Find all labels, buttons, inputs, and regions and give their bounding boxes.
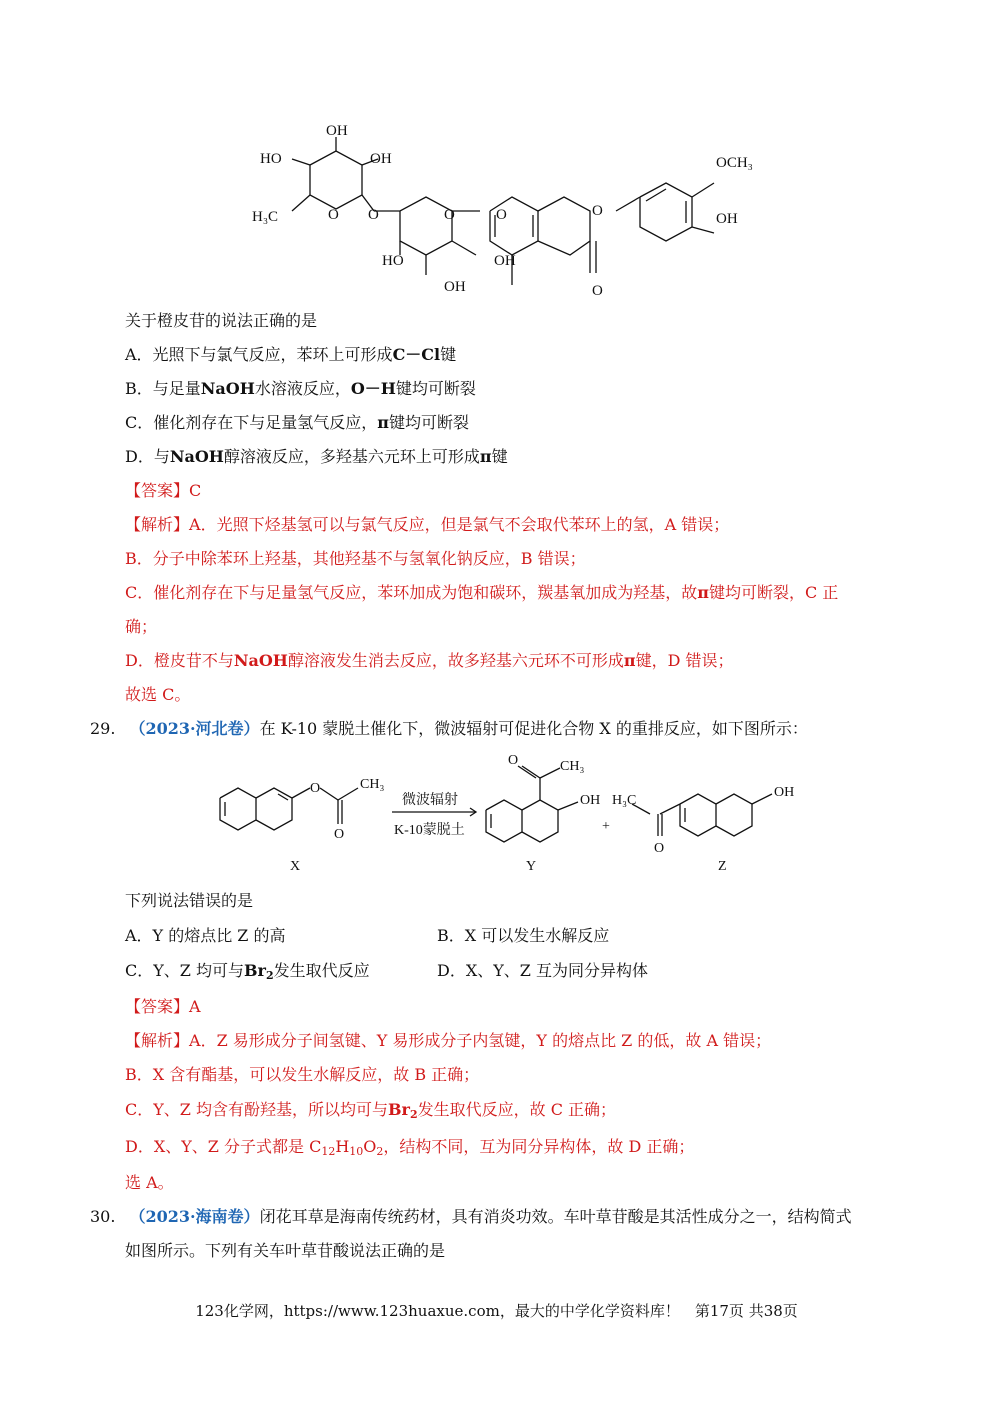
q28-option-a: A．光照下与氯气反应，苯环上可形成C－Cl键 [125,345,457,364]
q29-option-a: A．Y 的熔点比 Z 的高 [125,926,286,945]
plus-sign: + [602,819,610,834]
fig1-label: OH [370,151,392,167]
q29-answer: 【答案】A [125,997,201,1016]
q28-answer: 【答案】C [125,481,202,500]
page-footer: 123化学网，https://www.123huaxue.com，最大的中学化学资料库！ 第17页 共38页 [195,1302,798,1320]
q28-analysis-c: C．催化剂存在下与足量氢气反应，苯环加成为饱和碳环，羰基氧加成为羟基，故π键均可断裂，C 正 [125,583,839,602]
fig1-label: OH [494,253,516,269]
q29-reaction-scheme [200,748,820,878]
fig1-label: O [328,207,339,223]
fig1-label: H₃C [252,209,279,225]
z-oh: OH [774,785,795,800]
q28-conclusion: 故选 C。 [125,685,191,704]
q30-stem-line2: 如图所示。下列有关车叶草苷酸说法正确的是 [125,1241,446,1260]
fig1-label: O [496,207,507,223]
z-h3c: H₃C [612,793,637,808]
x-o2: O [334,827,345,842]
q28-option-b: B．与足量NaOH水溶液反应，O－H键均可断裂 [125,379,476,398]
y-oh: OH [580,793,601,808]
x-ch3: CH₃ [360,777,385,792]
fig1-label: OCH₃ [716,155,753,171]
z-label: Z [718,859,727,874]
q28-stem: 关于橙皮苷的说法正确的是 [125,311,318,330]
q29-conclusion: 选 A。 [125,1173,174,1192]
fig1-label: O [368,207,379,223]
x-label: X [290,859,301,874]
q29-option-c: C．Y、Z 均可与$Br_2$发生取代反应 [125,961,370,982]
q30-stem-line1: 30. （2023·海南卷）闭花耳草是海南传统药材，具有消炎功效。车叶草苷酸是其活性成分之一，结构简式 [90,1207,852,1226]
fig1-label: O [592,203,603,219]
arrow-bottom: K-10蒙脱土 [394,823,465,838]
q28-analysis-a: 【解析】A．光照下烃基氢可以与氯气反应，但是氯气不会取代苯环上的氢，A 错误； [125,515,730,534]
fig1-label: OH [444,279,466,295]
q29-analysis-c: C．Y、Z 均含有酚羟基，所以均可与$Br_2$发生取代反应，故 C 正确； [125,1100,617,1121]
y-ch3: CH₃ [560,759,585,774]
q28-option-d: D．与NaOH醇溶液反应，多羟基六元环上可形成π键 [125,447,508,466]
q28-analysis-b: B．分子中除苯环上羟基，其他羟基不与氢氧化钠反应，B 错误； [125,549,586,568]
fig1-label: HO [260,151,282,167]
q29-analysis-d: D．X、Y、Z 分子式都是 $C_{12}H_{10}O_2$，结构不同，互为同分异构体，故 D 正确； [125,1137,695,1158]
q28-option-c: C．催化剂存在下与足量氢气反应，π键均可断裂 [125,413,469,432]
fig1-label: O [444,207,455,223]
fig1-label: HO [382,253,404,269]
x-o1: O [310,781,321,796]
q29-option-b: B．X 可以发生水解反应 [437,926,610,945]
y-o: O [508,753,519,768]
hesperidin-structure [240,115,780,300]
q29-stem: 29. （2023·河北卷）在 K-10 蒙脱土催化下，微波辐射可促进化合物 X 的重排反应，如下图所示： [90,719,808,738]
z-o: O [654,841,665,856]
q29-stem2: 下列说法错误的是 [125,891,254,910]
arrow-top: 微波辐射 [402,793,458,808]
fig1-label: OH [716,211,738,227]
q28-analysis-d: D．橙皮苷不与NaOH醇溶液发生消去反应，故多羟基六元环不可形成π键，D 错误； [125,651,734,670]
q28-analysis-c-cont: 确； [125,617,158,636]
fig1-label: OH [326,123,348,139]
q29-analysis-a: 【解析】A．Z 易形成分子间氢键、Y 易形成分子内氢键，Y 的熔点比 Z 的低，故 A 错误； [125,1031,772,1050]
q29-analysis-b: B．X 含有酯基，可以发生水解反应，故 B 正确； [125,1065,480,1084]
y-label: Y [526,859,537,874]
q29-option-d: D．X、Y、Z 互为同分异构体 [437,961,648,980]
fig1-label: O [592,283,603,299]
